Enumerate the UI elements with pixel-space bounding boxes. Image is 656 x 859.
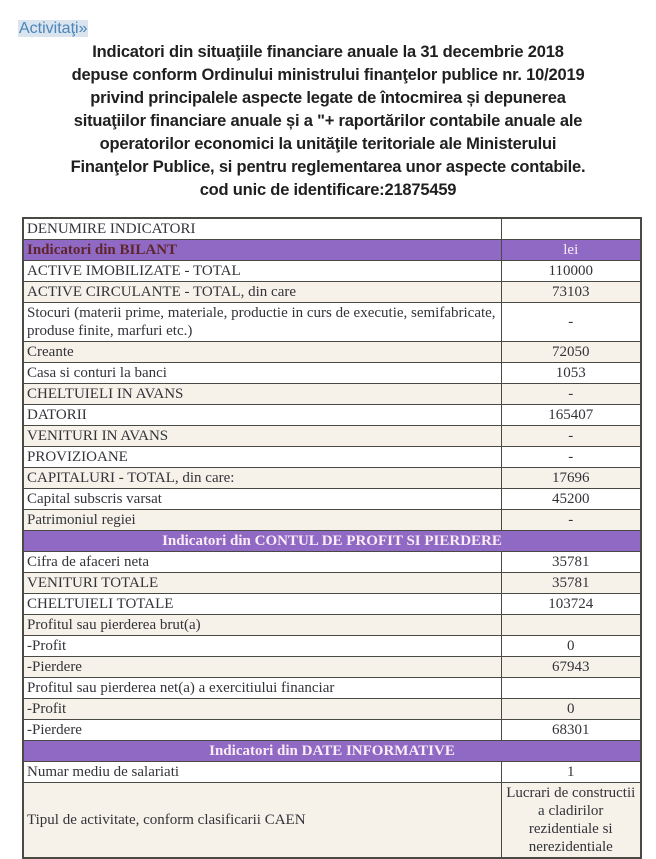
section-header-label: Indicatori din DATE INFORMATIVE <box>23 741 641 762</box>
indicator-label: CHELTUIELI IN AVANS <box>23 384 501 405</box>
indicator-label: Creante <box>23 342 501 363</box>
indicator-value: 35781 <box>501 573 641 594</box>
indicator-value: 1 <box>501 762 641 783</box>
indicator-value: 103724 <box>501 594 641 615</box>
table-row <box>23 552 641 573</box>
indicator-label: Numar mediu de salariati <box>23 762 501 783</box>
indicator-label: Profitul sau pierderea brut(a) <box>23 615 501 636</box>
indicator-label: -Pierdere <box>23 657 501 678</box>
table-row <box>23 615 641 636</box>
page-title <box>0 41 656 202</box>
title-line: Finanţelor Publice, si pentru reglementarea unor aspecte contabile. <box>70 158 586 176</box>
indicator-value: 67943 <box>501 657 641 678</box>
indicator-value: - <box>501 447 641 468</box>
indicator-value <box>501 678 641 699</box>
table-row <box>23 573 641 594</box>
title-line: privind principalele aspecte legate de întocmirea și depunerea <box>90 89 566 107</box>
indicator-value: 0 <box>501 699 641 720</box>
title-line: operatorilor economici la unităţile teritoriale ale Ministerului <box>99 135 557 153</box>
section-header-row <box>23 741 641 762</box>
indicator-label: PROVIZIOANE <box>23 447 501 468</box>
indicator-value: 17696 <box>501 468 641 489</box>
indicator-label: DATORII <box>23 405 501 426</box>
indicator-label: Casa si conturi la banci <box>23 363 501 384</box>
table-row <box>23 762 641 783</box>
indicator-value: 72050 <box>501 342 641 363</box>
table-row <box>23 303 641 342</box>
indicator-value: 1053 <box>501 363 641 384</box>
indicator-value: 0 <box>501 636 641 657</box>
indicator-value: - <box>501 303 641 342</box>
indicator-value: lei <box>501 240 641 261</box>
top-bar <box>0 0 656 38</box>
indicator-value: - <box>501 510 641 531</box>
indicator-label: -Pierdere <box>23 720 501 741</box>
indicator-label: Indicatori din BILANT <box>23 240 501 261</box>
indicator-value: 68301 <box>501 720 641 741</box>
table-row <box>23 678 641 699</box>
indicator-label: ACTIVE CIRCULANTE - TOTAL, din care <box>23 282 501 303</box>
indicator-value: - <box>501 384 641 405</box>
indicator-label: Patrimoniul regiei <box>23 510 501 531</box>
title-line: situaţiilor financiare anuale și a "+ raportărilor contabile anuale ale <box>73 112 583 130</box>
table-row <box>23 342 641 363</box>
indicator-label: DENUMIRE INDICATORI <box>23 218 501 240</box>
table-row <box>23 783 641 859</box>
table-row <box>23 363 641 384</box>
title-line: depuse conform Ordinului ministrului finanţelor publice nr. 10/2019 <box>71 66 585 84</box>
section-header-row <box>23 531 641 552</box>
indicator-label: ACTIVE IMOBILIZATE - TOTAL <box>23 261 501 282</box>
indicator-value: Lucrari de constructii a cladirilor rezidentiale si nerezidentiale <box>501 783 641 859</box>
table-row <box>23 510 641 531</box>
indicator-label: Cifra de afaceri neta <box>23 552 501 573</box>
indicator-value: 110000 <box>501 261 641 282</box>
indicator-label: -Profit <box>23 636 501 657</box>
table-row <box>23 657 641 678</box>
indicator-value: 35781 <box>501 552 641 573</box>
table-row <box>23 489 641 510</box>
table-row <box>23 282 641 303</box>
table-row <box>23 405 641 426</box>
table-row <box>23 261 641 282</box>
bilant-header-row <box>23 240 641 261</box>
indicator-value: 165407 <box>501 405 641 426</box>
title-line: cod unic de identificare:21875459 <box>199 181 457 199</box>
indicator-label: VENITURI TOTALE <box>23 573 501 594</box>
indicator-value: 73103 <box>501 282 641 303</box>
table-row <box>23 447 641 468</box>
table-row <box>23 384 641 405</box>
indicator-label: VENITURI IN AVANS <box>23 426 501 447</box>
section-header-label: Indicatori din CONTUL DE PROFIT SI PIERDERE <box>23 531 641 552</box>
table-row <box>23 426 641 447</box>
indicator-value: - <box>501 426 641 447</box>
indicator-label: Capital subscris varsat <box>23 489 501 510</box>
indicator-value <box>501 615 641 636</box>
indicator-value: 45200 <box>501 489 641 510</box>
title-line: Indicatori din situaţiile financiare anuale la 31 decembrie 2018 <box>92 43 564 61</box>
table-row <box>23 720 641 741</box>
table-row <box>23 699 641 720</box>
table-row <box>23 218 641 240</box>
indicator-label: Tipul de activitate, conform clasificarii CAEN <box>23 783 501 859</box>
indicator-label: CAPITALURI - TOTAL, din care: <box>23 468 501 489</box>
table-row <box>23 636 641 657</box>
table-row <box>23 594 641 615</box>
indicator-label: Stocuri (materii prime, materiale, productie in curs de executie, semifabricate, produse finite, marfuri etc.) <box>23 303 501 342</box>
indicator-label: Profitul sau pierderea net(a) a exercitiului financiar <box>23 678 501 699</box>
indicator-label: -Profit <box>23 699 501 720</box>
indicator-value <box>501 218 641 240</box>
financial-indicators-table <box>22 217 642 859</box>
indicator-label: CHELTUIELI TOTALE <box>23 594 501 615</box>
activities-link[interactable]: Activitaţi» <box>19 20 88 37</box>
table-row <box>23 468 641 489</box>
